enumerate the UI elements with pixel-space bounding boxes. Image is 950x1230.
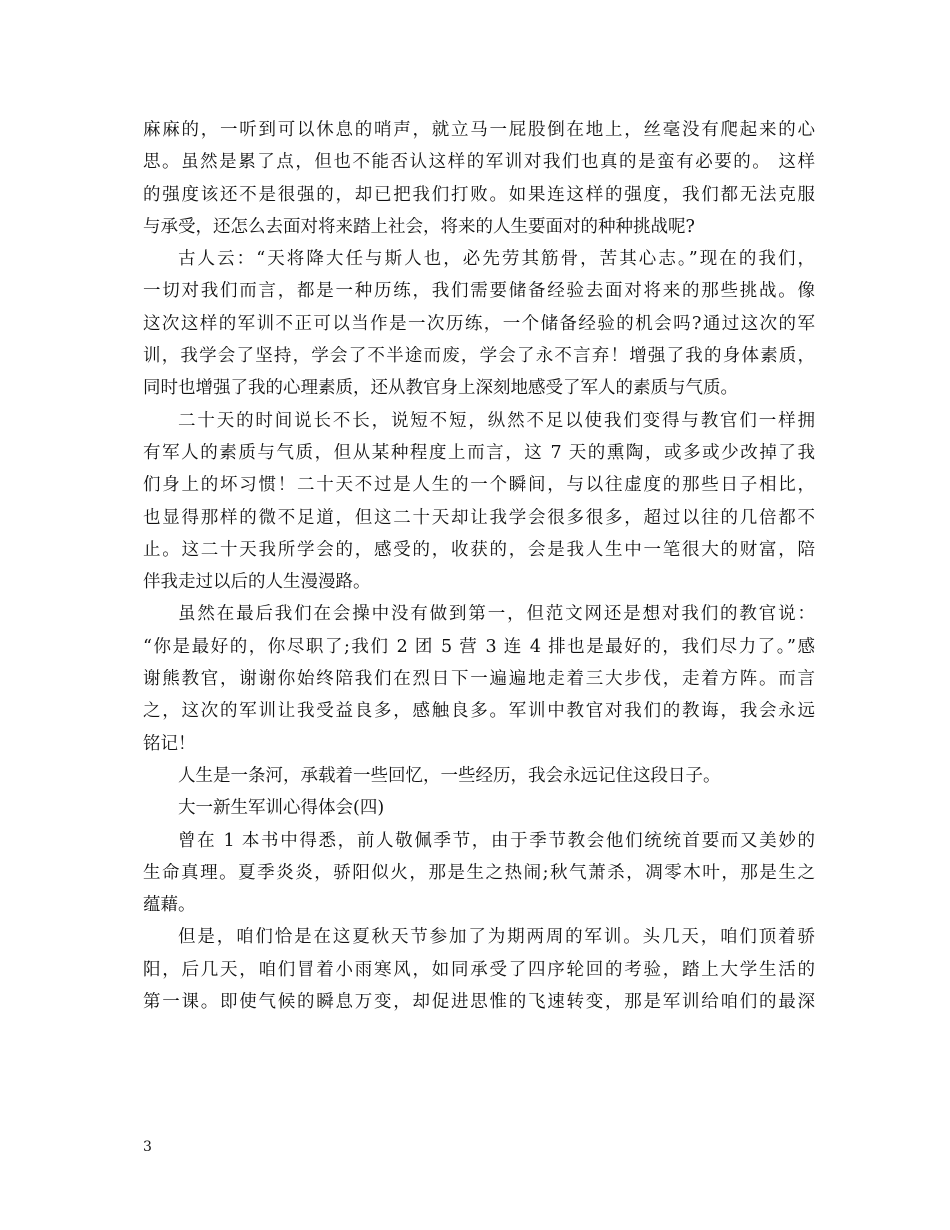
paragraph-first-line: 但是，咱们恰是在这夏秋天节参加了为期两周的军训。头几天，咱们顶着骄 — [178, 927, 815, 948]
text-line: 也显得那样的微不足道，但这二十天却让我学会很多很多，超过以往的几倍都不 — [143, 507, 815, 528]
paragraph-first-line: 人生是一条河，承载着一些回忆，一些经历，我会永远记住这段日子。 — [178, 765, 721, 786]
text-line: 与承受，还怎么去面对将来踏上社会，将来的人生要面对的种种挑战呢? — [143, 216, 695, 237]
text-line: 们身上的坏习惯！二十天不过是人生的一个瞬间，与以往虚度的那些日子相比， — [143, 475, 815, 496]
paragraph-first-line: 虽然在最后我们在会操中没有做到第一，但范文网还是想对我们的教官说： — [178, 604, 815, 625]
paragraph-first-line: 曾在 1 本书中得悉，前人敬佩季节，由于季节教会他们统统首要而又美妙的 — [178, 830, 815, 851]
text-line: 思。虽然是累了点，但也不能否认这样的军训对我们也真的是蛮有必要的。 这样 — [143, 152, 815, 173]
paragraph-first-line: 古人云：“天将降大任与斯人也，必先劳其筋骨，苦其心志。”现在的我们， — [178, 249, 815, 270]
text-line: 谢熊教官，谢谢你始终陪我们在烈日下一遍遍地走着三大步伐，走着方阵。而言 — [143, 669, 815, 690]
text-line: 麻麻的，一听到可以休息的哨声，就立马一屁股倒在地上，丝毫没有爬起来的心 — [143, 120, 815, 140]
text-line: 止。这二十天我所学会的，感受的，收获的，会是我人生中一笔很大的财富，陪 — [143, 539, 815, 560]
text-line: 阳，后几天，咱们冒着小雨寒风，如同承受了四序轮回的考验，踏上大学生活的 — [143, 959, 815, 980]
text-line: 蕴藉。 — [143, 895, 196, 916]
text-line: 有军人的素质与气质，但从某种程度上而言，这 7 天的熏陶，或多或少改掉了我 — [143, 442, 815, 463]
text-line: 第一课。即使气候的瞬息万变，却促进思惟的飞速转变，那是军训给咱们的最深 — [143, 992, 815, 1013]
text-line: 同时也增强了我的心理素质，还从教官身上深刻地感受了军人的素质与气质。 — [143, 378, 738, 399]
text-line: 训，我学会了坚持，学会了不半途而废，学会了永不言弃！增强了我的身体素质， — [143, 346, 815, 367]
text-line: 生命真理。夏季炎炎，骄阳似火，那是生之热闹;秋气萧杀，凋零木叶，那是生之 — [143, 862, 815, 883]
text-line: 之，这次的军训让我受益良多，感触良多。军训中教官对我们的教诲，我会永远 — [143, 701, 815, 722]
text-line: 的强度该还不是很强的，却已把我们打败。如果连这样的强度，我们都无法克服 — [143, 184, 815, 205]
paragraph-first-line: 大一新生军训心得体会(四) — [178, 798, 385, 819]
text-line: 铭记！ — [143, 733, 196, 754]
page-number: 3 — [143, 1139, 152, 1155]
text-line: 这次这样的军训不正可以当作是一次历练，一个储备经验的机会吗?通过这次的军 — [143, 313, 815, 334]
document-body — [143, 114, 815, 1018]
paragraph-first-line: 二十天的时间说长不长，说短不短，纵然不足以使我们变得与教官们一样拥 — [178, 410, 815, 431]
text-line: 伴我走过以后的人生漫漫路。 — [143, 572, 371, 593]
text-line: 一切对我们而言，都是一种历练，我们需要储备经验去面对将来的那些挑战。像 — [143, 281, 815, 302]
text-line: “你是最好的，你尽职了;我们 2 团 5 营 3 连 4 排也是最好的，我们尽力了。”感 — [143, 636, 815, 657]
